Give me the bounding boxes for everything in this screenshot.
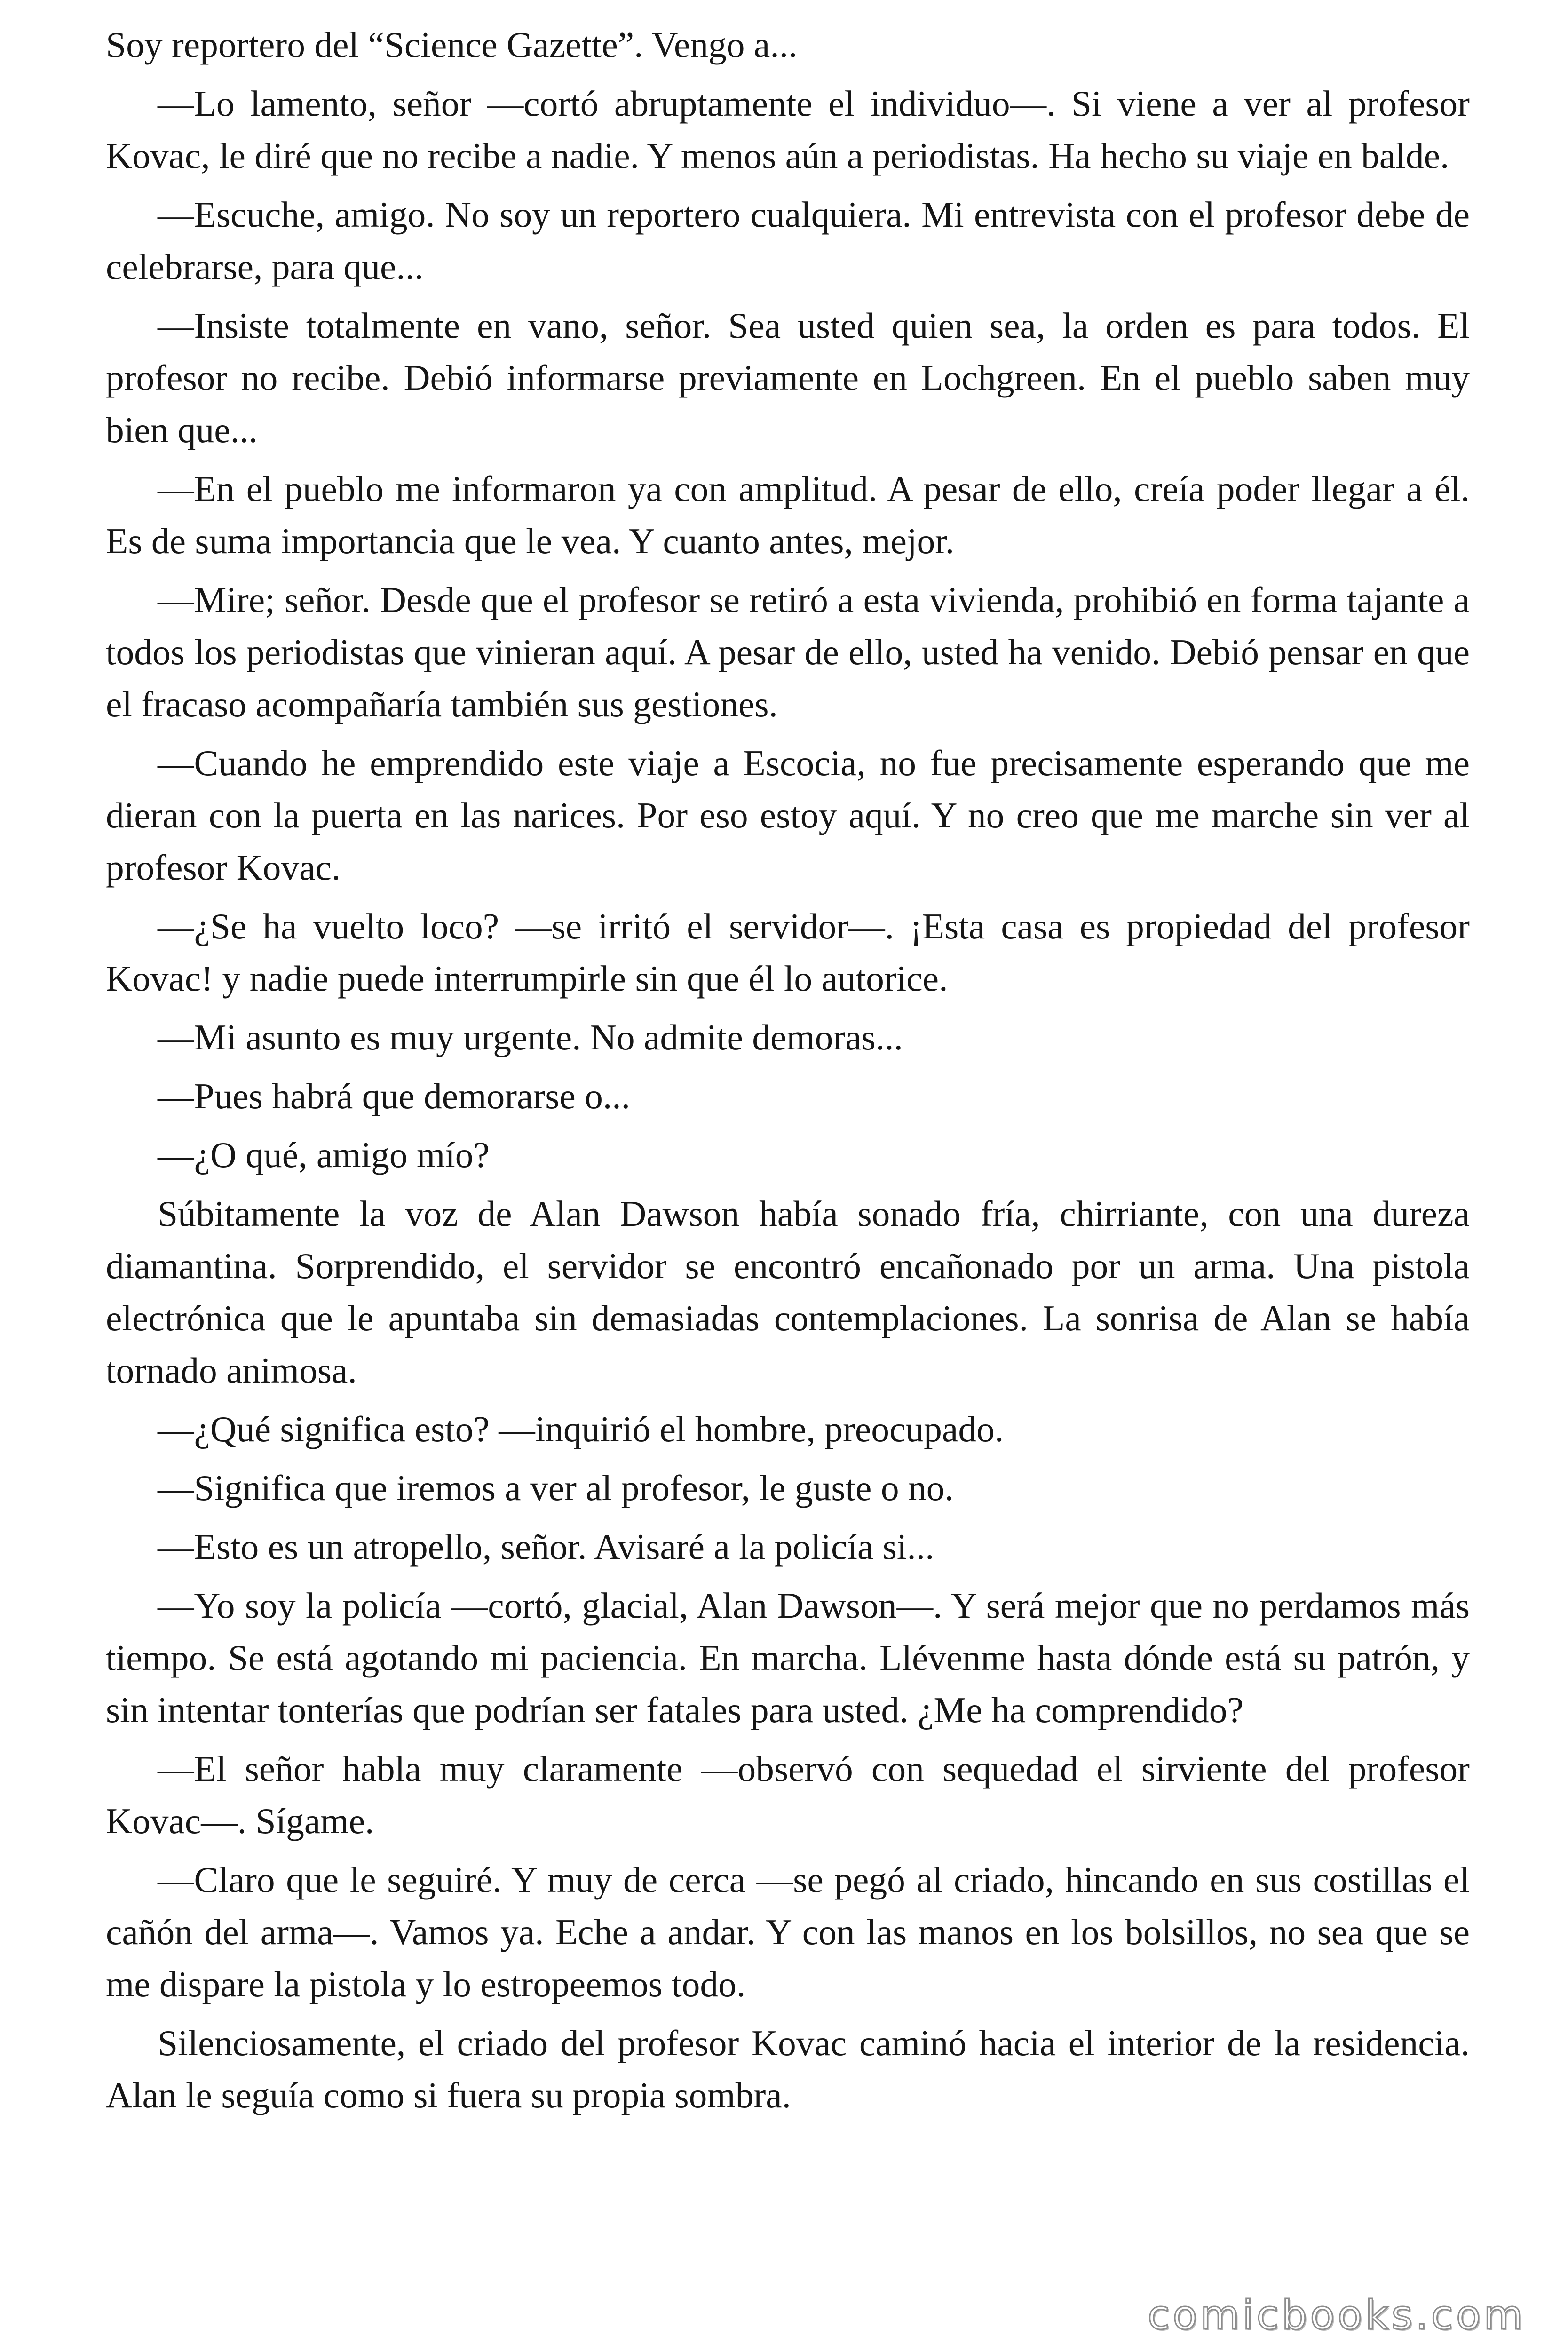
paragraph: —Escuche, amigo. No soy un reportero cualquiera. Mi entrevista con el profesor debe de celebrarse, para que... — [106, 194, 1470, 287]
paragraph: —Esto es un atropello, señor. Avisaré a la policía si... — [158, 1526, 934, 1567]
paragraph: —El señor habla muy claramente —observó con sequedad el sirviente del profesor Kovac—. Sígame. — [106, 1748, 1470, 1841]
paragraph: —Insiste totalmente en vano, señor. Sea usted quien sea, la orden es para todos. El profesor no recibe. Debió informarse previamente en Lochgreen. En el pueblo saben muy bien que... — [106, 305, 1470, 450]
paragraph: —Pues habrá que demorarse o... — [158, 1076, 631, 1116]
watermark: comicbooks.com — [1148, 2292, 1526, 2339]
paragraph: —Yo soy la policía —cortó, glacial, Alan Dawson—. Y será mejor que no perdamos más tiempo. Se está agotando mi paciencia. En marcha. Llévenme hasta dónde está su patrón, y sin intentar tonterías que podrían ser fatales para usted. ¿Me ha comprendido? — [106, 1585, 1470, 1730]
paragraph: —¿Se ha vuelto loco? —se irritó el servidor—. ¡Esta casa es propiedad del profesor Kovac! y nadie puede interrumpirle sin que él lo autorice. — [106, 906, 1470, 999]
paragraph: —Claro que le seguiré. Y muy de cerca —se pegó al criado, hincando en sus costillas el cañón del arma—. Vamos ya. Eche a andar. Y con las manos en los bolsillos, no sea que se me dispare la pistola y lo estropeemos todo. — [106, 1859, 1470, 2004]
paragraph: —Significa que iremos a ver al profesor, le guste o no. — [158, 1468, 954, 1508]
paragraph: —Lo lamento, señor —cortó abruptamente el individuo—. Si viene a ver al profesor Kovac, le diré que no recibe a nadie. Y menos aún a periodistas. Ha hecho su viaje en balde. — [106, 83, 1470, 176]
document-page — [106, 19, 1470, 2128]
paragraph: —Mire; señor. Desde que el profesor se retiró a esta vivienda, prohibió en forma tajante a todos los periodistas que vinieran aquí. A pesar de ello, usted ha venido. Debió pensar en que el fracaso acompañaría también sus gestiones. — [106, 580, 1470, 724]
paragraph: —¿O qué, amigo mío? — [158, 1135, 490, 1175]
paragraph: —Mi asunto es muy urgente. No admite demoras... — [158, 1017, 903, 1057]
paragraph: Silenciosamente, el criado del profesor Kovac caminó hacia el interior de la residencia. Alan le seguía como si fuera su propia sombra. — [106, 2023, 1470, 2115]
paragraph: Súbitamente la voz de Alan Dawson había sonado fría, chirriante, con una dureza diamantina. Sorprendido, el servidor se encontró encañonado por un arma. Una pistola electrónica que le apuntaba sin demasiadas contemplaciones. La sonrisa de Alan se había tornado animosa. — [106, 1193, 1470, 1391]
paragraph: —¿Qué significa esto? —inquirió el hombre, preocupado. — [158, 1409, 1004, 1449]
paragraph: Soy reportero del “Science Gazette”. Vengo a... — [106, 24, 798, 65]
paragraph: —Cuando he emprendido este viaje a Escocia, no fue precisamente esperando que me dieran con la puerta en las narices. Por eso estoy aquí. Y no creo que me marche sin ver al profesor Kovac. — [106, 743, 1470, 888]
paragraph: —En el pueblo me informaron ya con amplitud. A pesar de ello, creía poder llegar a él. Es de suma importancia que le vea. Y cuanto antes, mejor. — [106, 469, 1470, 561]
